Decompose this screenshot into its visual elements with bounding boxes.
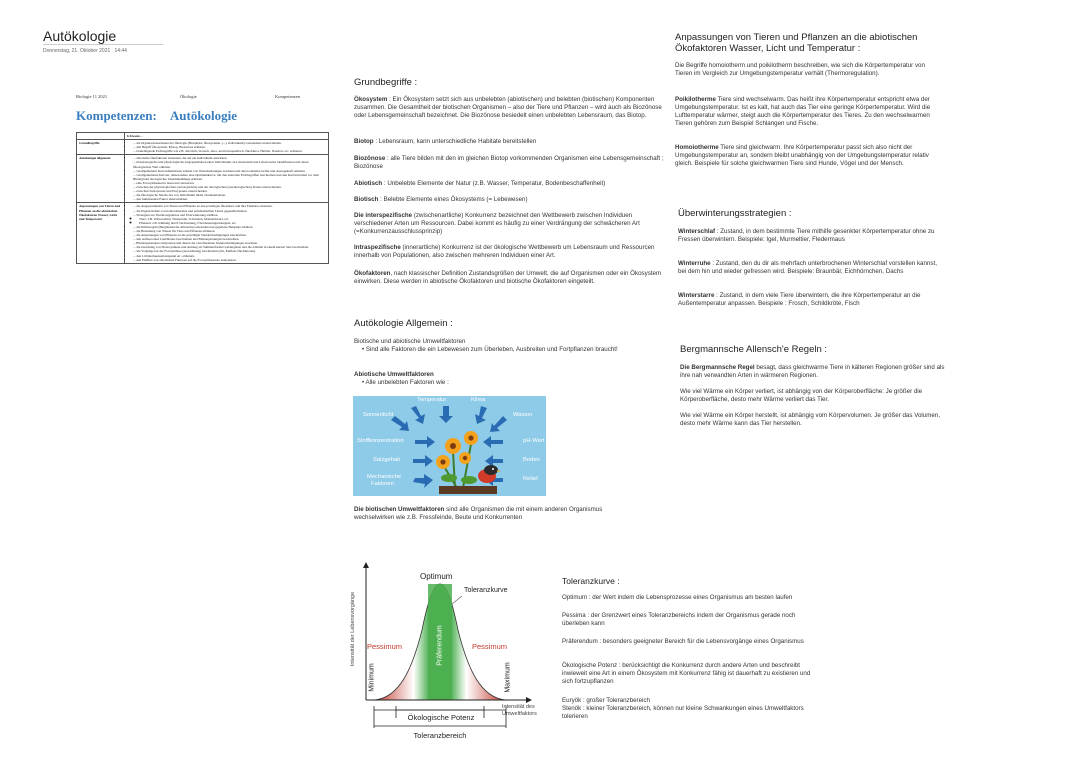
table-corner	[77, 133, 125, 140]
list-item: • ... den Begriff Ökosystem, Biotop, Biozönose erklären.	[133, 145, 326, 149]
note-optimum: Optimum : der Wert indem die Lebensprozesse eines Organismus am besten laufen	[562, 594, 793, 601]
sheet-title-a: Kompetenzen:	[76, 108, 157, 123]
page-title: Autökologie	[43, 28, 117, 44]
note-pessima: Pessima : der Grenzwert eines Toleranzbereichs indem der Organismus gerade noch überleben kann	[562, 612, 796, 627]
row-label: Anpassungen von Tieren und Pflanzen an die abiotischen Ökofaktoren Wasser, Licht und Temperatur	[77, 203, 125, 263]
row-label: Autökologie allgemein	[77, 155, 125, 203]
list-item: • ... den Einfluss von abiotischen Faktoren auf die Fotosyntheserate analysieren.	[133, 258, 326, 262]
row-items	[125, 140, 329, 155]
biotische-umweltfaktoren: Die biotischen Umweltfaktoren sind alle Organismen die mit einem anderen Organismus wechselwirken wie z.B. Fressfeinde, Beute und Konkurrenten	[354, 506, 603, 521]
maximum-label: Maximum	[504, 662, 512, 693]
label-temperatur: Temperatur	[417, 397, 447, 403]
bergmann-regel-3: Wie viel Wärme ein Körper herstellt, ist abhängig vom Körpervolumen. Je größer das Volumen, desto mehr Wärme kann das Tier herstellen.	[680, 412, 940, 427]
list-item: • ... zwischen der physiologischen (ontologischen) und der ökologischen (synökologischen) Potenz unterscheiden.	[133, 185, 326, 189]
sheet-title-b: Autökologie	[169, 108, 238, 123]
list-item: • ... Strategien zur Thermoregulation und Überwinterung erklären.	[133, 213, 326, 217]
label-salzgehalt: Salzgehalt	[373, 457, 401, 463]
competence-sheet	[70, 86, 332, 398]
sheet-header-mid: Ökologie	[180, 94, 197, 99]
list-item: • ... den Aufbau eines Laubblattes beschreiben und Blattanpassungen beschreiben.	[133, 237, 326, 241]
praeferendum-label: Präferendum	[436, 625, 444, 666]
list-item: • ... den funktionalen Faktor unterscheiden.	[133, 197, 326, 201]
list-item: • ... abiotische Ökofaktoren benennen, die auf ein Individuum einwirken.	[133, 156, 326, 160]
list-item: • ... die Ökologische Nische des von Individuum bildet charakterisieren.	[133, 193, 326, 197]
list-item: • ... den Lichtkompensationspunkt etc. erläutern.	[133, 254, 326, 258]
biotisch-def: Biotisch : Belebte Elemente eines Ökosystems (= Lebewesen)	[354, 196, 528, 203]
label-mechanische: Mechanische Faktoren	[367, 474, 402, 487]
sheet-header-left: Biologie 11 2021	[76, 94, 108, 99]
time-text: 14:44	[114, 48, 127, 54]
date-text: Donnerstag, 21. Oktober 2021	[43, 48, 111, 54]
ueberwinterung-heading: Überwinterungsstrategien :	[678, 208, 792, 219]
note-oeko-potenz: Ökologische Potenz : berücksichtigt die Konkurrenz durch andere Arten und beschreibt inwieweit eine Art in einem Ökosystem mit Konkurrenz fähig ist dauerhaft zu existieren und sich fortzupflanzen	[562, 662, 811, 685]
biozoenose-def: Biozönose : alle Tiere bilden mit den im gleichen Biotop vorkommenden Organismen eine Lebensgemeinschaft ; Biozönose	[354, 155, 664, 170]
allgemein-heading: Autökologie Allgemein :	[354, 318, 453, 329]
label-wasser: Wasser	[513, 412, 533, 418]
sheet-header-right: Kompetenzen	[275, 94, 300, 99]
minimum-label: Minimum	[368, 663, 376, 692]
table-col-header: Ich kann ...	[125, 133, 329, 140]
homoio-intro: Die Begriffe homoiotherm und poikilotherm beschreiben, wie sich die Körpertemperatur von Tieren im Vergleich zur Umgebungstemperatur verhält (Thermoregulation).	[675, 62, 925, 77]
list-item: • ... eine Fotosyntheskurve lesen und auswerten.	[133, 181, 326, 185]
homoiotherm-def: Homoiotherme Tiere sind gleichwarm. Ihre Körpertemperatur passt sich also nicht der Umgebungstemperatur an, sondern bleibt unabhängig von der Umgebungstemperatur relativ gleich. Beispiele für solche gleichwarmen Tiere sind Hunde, Vögel und der Mensch.	[675, 144, 929, 167]
list-item: • ... die Organisationsebenen der Ökologie (Biosphäre, Ökosysteme, (...), Individuum) voneinander unterscheiden.	[133, 141, 326, 145]
list-item: • ... morphologische und physiologische Angepasstheiten eines Individuums an Lebensraum und Lebensweise identifizieren und deren Ökologischen Wert erklären.	[133, 160, 326, 168]
intraspezifisch-def: Intraspezifische (innerartliche) Konkurrenz ist der ökologische Wettbewerb um Lebensraum und Ressourcen innerhalb von Populationen, also zwischen mehreren Individuen einer Art.	[354, 244, 655, 259]
pessimum-right-label: Pessimum	[472, 642, 508, 651]
flower-bird-illustration	[353, 396, 546, 496]
bergmann-heading: Bergmannsche Allensch'e Regeln :	[680, 344, 828, 355]
list-item: • ... die Angepasstheiten von Tieren und Pflanzen an den jeweiligen Ökofaktor und ihre Funktion erkennen.	[133, 204, 326, 208]
page-date	[43, 48, 127, 54]
list-item: • ... Blattanpassungen analysieren und diesen die verschiedenen Standortbedingungen zuordnen.	[133, 241, 326, 245]
abiotische-bullet: • Alle unbelebten Faktoren wie :	[362, 379, 449, 386]
list-item: • ... verallgemeinerte Kurven, insbesondere eine Optimumkurve, mit den zentralen Fachbegriffen beschreiben und den Kurvenverlauf vor dem Hintergrund ökologischer Zusammenhänge erklären.	[133, 173, 326, 181]
row-items	[125, 155, 329, 203]
list-item: • ... die Klimaregeln (Bergmannsche-Allensche) anwenden und gegebene Beispiele erklären.	[133, 225, 326, 229]
note-stenoek: Stenök : kleiner Toleranzbereich, können nur kleine Schwankungen eines Umweltfaktors tolerieren	[562, 705, 804, 720]
sheet-title	[76, 108, 237, 124]
list-item: ◦ Pflanzen: z.B. Kühlung durch Verdunstung, Überdauerungsstrategien, etc.	[139, 221, 326, 225]
x-axis-label: Intensität des Umweltfaktors	[502, 704, 537, 717]
label-boden: Boden	[523, 457, 540, 463]
oeko-potenz-label: Ökologische Potenz	[407, 713, 475, 722]
competence-table	[76, 132, 329, 264]
label-relief: Relief	[523, 476, 538, 482]
abiotische-heading: Abiotische Umweltfaktoren	[354, 371, 434, 378]
winterstarre-def: Winterstarre : Zustand, in dem viele Tiere überwintern, die ihre Körpertemperatur an die Außentemperatur anpassen. Beispiele : Frosch, Schildkröte, Fisch	[678, 292, 921, 307]
list-item: • ... die Anpassungen von Pflanzen an die jeweiligen Standortbedingungen beschreiben.	[133, 233, 326, 237]
winterschlaf-def: Winterschlaf : Zustand, in dem bestimmte Tiere mithilfe gesenkter Körpertemperatur ohne zu Fressen überwintern. Beispiele: Igel, Murmeltier, Fledermaus	[678, 228, 935, 243]
optimum-label: Optimum	[420, 572, 453, 581]
toleranz-heading: Toleranzkurve :	[562, 576, 620, 586]
label-stoffkonzentration: Stoffkonzentration	[357, 438, 404, 444]
bergmann-regel-1: Die Bergmannsche Regel besagt, dass gleichwarme Tiere in kälteren Regionen größer sind als ihre nah verwandten Arten in wärmeren Regionen.	[680, 364, 945, 379]
list-item: • ... verallgemeinert Kurvenfunktionen anhand von Werteänderungen zeichnen und deren einzelne Größe und Aussagekraft erklären.	[133, 169, 326, 173]
note-praeferendum: Präferendum : besonders geeigneter Bereich für die Lebensvorgänge eines Organismus	[562, 638, 804, 645]
oekosystem-def: Ökosystem : Ein Ökosystem setzt sich aus unbelebten (abiotischen) und belebten (biotischen) Komponenten zusammen. Die Gesamtheit der biotischen Organismen – also der Tiere und Pflanzen – wird auch als Biozönose oder Lebensgemeinschaft bezeichnet. Die Biozönose besiedelt einen unbelebten Lebensraum, das Biotop.	[354, 96, 662, 119]
label-sonnenlicht: Sonnenlicht	[363, 412, 394, 418]
y-axis-label: Intensität der Lebensvorgänge	[350, 591, 356, 667]
title-underline	[43, 44, 163, 45]
list-item: • ... die Eigenschaften von homoiothermen und poikilothermen Tieren gegenüberstellen.	[133, 209, 326, 213]
row-items	[125, 203, 329, 263]
pessimum-left-label: Pessimum	[367, 642, 403, 651]
grundbegriffe-heading: Grundbegriffe :	[354, 77, 418, 88]
umweltfaktoren-intro: Biotische und abiotische Umweltfaktoren	[354, 338, 466, 345]
list-item: • ... die Gleichung von Photosynthese und Atmung als Summenformel wiedergeben und die Abläufe in einem kurzen Satz beschreiben.	[133, 245, 326, 249]
toleranzkurve-label: Toleranzkurve	[464, 587, 508, 594]
toleranzbereich-label: Toleranzbereich	[413, 731, 467, 740]
list-item: ◦ Tiere: z.B. Winterschlaf, Winterruhe, Schwitzen, Mantelabwurf, etc.	[139, 217, 326, 221]
winterruhe-def: Winterruhe : Zustand, den du dir als mehrfach unterbrochenen Winterschlaf vorstellen kannst, bei dem hin und wieder gefressen wird. Beispiele: Braunbär, Eichhörnchen, Dachs	[678, 260, 937, 275]
list-item: • ... die Vorgänge bei der Fotosynthese (und Atmung) beschreiben (Ort, Einfluss Ökofaktoren).	[133, 249, 326, 253]
poikilotherm-def: Poikilotherme Tiere sind wechselwarm. Das heißt ihre Körpertemperatur entspricht etwa der Umgebungstemperatur. Ist es kalt, hat auch das Tier eine geringe Körpertemperatur. Wird die Lufttemperatur wärmer, steigt auch die Körpertemperatur des Tieres. Zu den wechselwarmen Tieren gehören zum Beispiel Schlangen und Fische.	[675, 96, 931, 127]
list-item: • ... zwischen Stenopotenz und Eurypotenz unterscheiden.	[133, 189, 326, 193]
abiotic-factor-diagram	[353, 396, 546, 496]
tolerance-curve-diagram	[344, 560, 556, 746]
umweltfaktoren-bullet: • Sind alle Faktoren die ein Lebewesen zum Überleben, Ausbreiten und Fortpflanzen braucht!	[362, 346, 618, 353]
biotop-def: Biotop : Lebensraum, kann unterschiedliche Habitate bereitstellen	[354, 138, 537, 145]
label-phwert: pH-Wert	[523, 438, 545, 444]
note-euryoek: Euryök : großer Toleranzbereich	[562, 697, 650, 704]
list-item: • ... die Bedeutung von Wasser für Tiere und Pflanzen erläutern.	[133, 229, 326, 233]
row-label: Grundbegriffe	[77, 140, 125, 155]
abiotisch-def: Abiotisch : Unbelebte Elemente der Natur (z.B. Wasser, Temperatur, Bodenbeschaffenheit)	[354, 180, 606, 187]
label-klima: Klima	[471, 397, 486, 403]
oekofaktoren-def: Ökofaktoren, nach klassischer Definition Zustandsgrößen der Umwelt, die auf Organismen oder ein Ökosystem einwirken. Diese werden in abiotische Ökofaktoren und biotische Ökofaktoren eingeteilt.	[354, 270, 662, 285]
list-item: • ... Grundlegende Fachbegriffe wie z.B. abiotisch, biotisch, inter- und intraspezifisch, Ökofaktor, Habitat, Standort, etc. erläutern.	[133, 149, 326, 153]
interspezifisch-def: Die interspezifische (zwischenartliche) Konkurrenz bezeichnet den Wettbewerb zwischen Individuen verschiedener Arten um Ressourcen. Dabei kommt es häufig zu einer Verdrängung der schwächeren Art (=Konkurrenzausschlussprinzip)	[354, 212, 640, 235]
bergmann-regel-2: Wie viel Wärme ein Körper verliert, ist abhängig von der Körperoberfläche: Je größer die Körperoberfläche, desto mehr Wärme verliert das Tier.	[680, 388, 923, 403]
anpassungen-heading: Anpassungen von Tieren und Pflanzen an die abiotischen Ökofaktoren Wasser, Licht und Temperatur :	[675, 32, 918, 54]
